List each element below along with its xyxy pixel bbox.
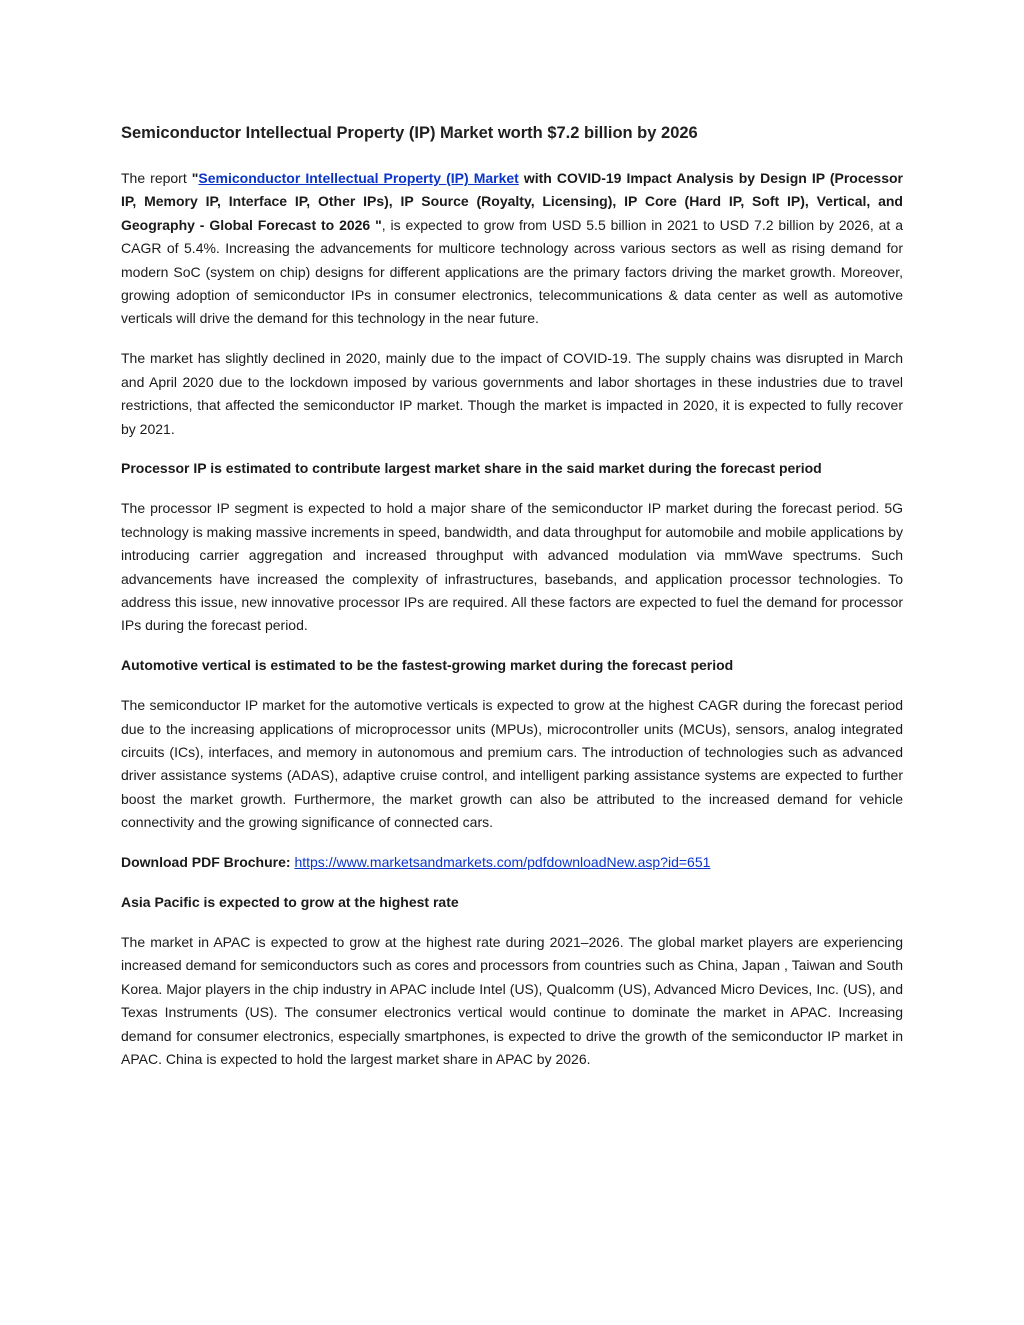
automotive-heading: Automotive vertical is estimated to be the fastest-growing market during the forecast period	[121, 657, 734, 674]
download-label: Download PDF Brochure:	[121, 854, 295, 871]
covid-paragraph: The market has slightly declined in 2020, mainly due to the impact of COVID-19. The supply chains was disrupted in March and April 2020 due to the lockdown imposed by various governments and labor shortages in these industries due to travel restrictions, that affected the semiconductor IP market. Though the market is impacted in 2020, it is expected to fully recover by 2021.	[121, 350, 903, 437]
apac-paragraph: The market in APAC is expected to grow at the highest rate during 2021–2026. The global market players are experiencing increased demand for semiconductors such as cores and processors from countries such as China, Japan , Taiwan and South Korea. Major players in the chip industry in APAC include Intel (US), Qualcomm (US), Advanced Micro Devices, Inc. (US), and Texas Instruments (US). The consumer electronics vertical would continue to dominate the market in APAC. Increasing demand for consumer electronics, especially smartphones, is expected to drive the growth of the semiconductor IP market in APAC. China is expected to hold the largest market share in APAC by 2026.	[121, 933, 903, 1067]
processor-paragraph: The processor IP segment is expected to hold a major share of the semiconductor IP market during the forecast period. 5G technology is making massive increments in speed, bandwidth, and data throughput for automobile and mobile applications by introducing carrier aggregation and increased throughput with advanced modulation via mmWave spectrums. Such advancements have increased the complexity of infrastructures, basebands, and application processor technologies. To address this issue, new innovative processor IPs are required. All these factors are expected to fuel the demand for processor IPs during the forecast period.	[121, 500, 903, 634]
automotive-paragraph: The semiconductor IP market for the automotive verticals is expected to grow at the highest CAGR during the forecast period due to the increasing applications of microprocessor units (MPUs), microcontroller units (MCUs), sensors, analog integrated circuits (ICs), interfaces, and memory in autonomous and premium cars. The introduction of technologies such as advanced driver assistance systems (ADAS), adaptive cruise control, and intelligent parking assistance systems are expected to further boost the market growth. Furthermore, the market growth can also be attributed to the increased demand for vehicle connectivity and the growing significance of connected cars.	[121, 697, 903, 831]
intro-prefix: The report	[121, 170, 192, 186]
download-line	[121, 851, 903, 874]
document-page	[121, 121, 903, 1088]
document-title: Semiconductor Intellectual Property (IP) Market worth $7.2 billion by 2026	[121, 124, 698, 142]
report-link[interactable]: Semiconductor Intellectual Property (IP) Market	[198, 170, 519, 186]
apac-heading: Asia Pacific is expected to grow at the highest rate	[121, 894, 459, 911]
brochure-link[interactable]: https://www.marketsandmarkets.com/pdfdownloadNew.asp?id=651	[294, 854, 711, 871]
intro-report-subtitle: with COVID-19 Impact Analysis by Design IP (Processor IP, Memory IP, Interface IP, Other IPs), IP Source (Royalty, Licensing), IP Core (Hard IP, Soft IP), Vertical, and Geography - Global Forecast to 2026 "	[121, 170, 903, 233]
processor-heading: Processor IP is estimated to contribute largest market share in the said market during the forecast period	[121, 460, 822, 477]
intro-body: , is expected to grow from USD 5.5 billion in 2021 to USD 7.2 billion by 2026, at a CAGR of 5.4%. Increasing the advancements for multicore technology across various sectors as well as rising demand for modern SoC (system on chip) designs for different applications are the primary factors driving the market growth. Moreover, growing adoption of semiconductor IPs in consumer electronics, telecommunications & data center as well as automotive verticals will drive the demand for this technology in the near future.	[121, 216, 903, 327]
intro-quote-open: "	[191, 170, 199, 186]
intro-paragraph	[121, 167, 903, 331]
